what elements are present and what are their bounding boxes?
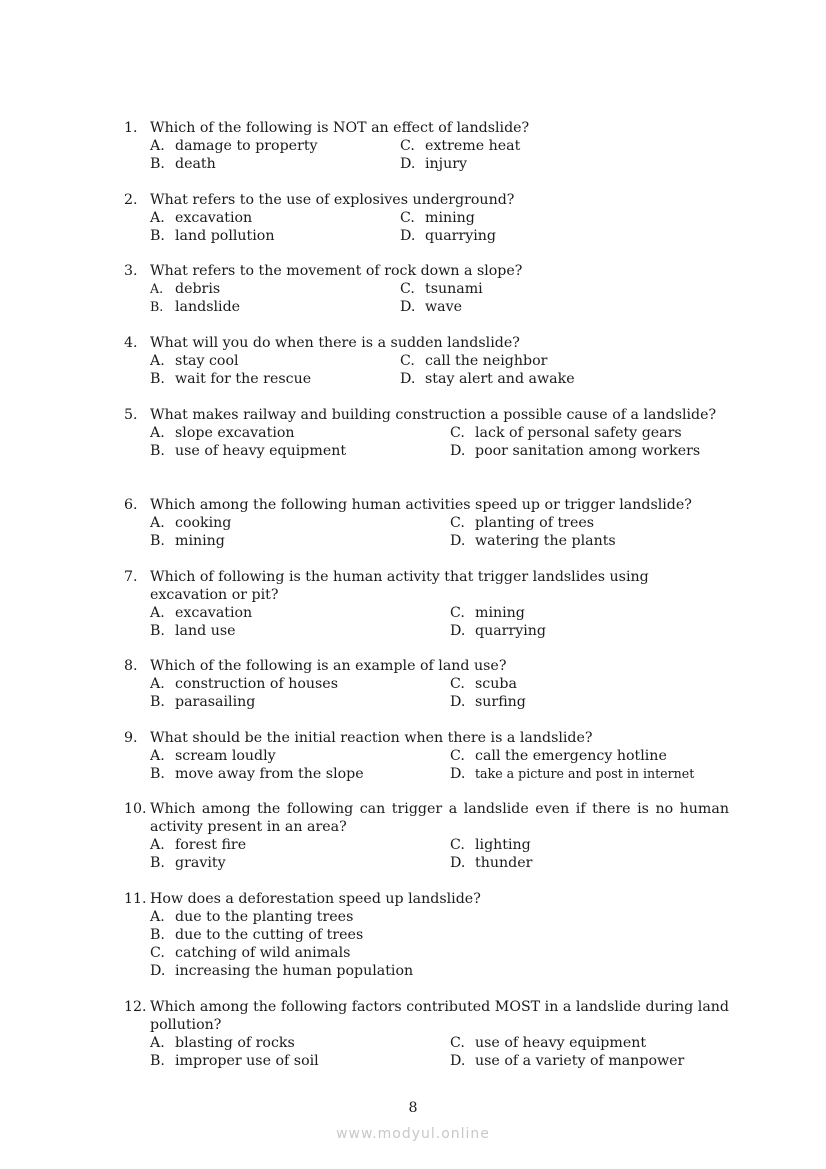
option-c: C. mining: [400, 210, 475, 226]
option-c: C. call the emergency hotline: [450, 748, 667, 764]
question-stem: What makes railway and building construction a possible cause of a landslide?: [150, 407, 717, 423]
option-c: C. mining: [450, 605, 525, 621]
question-stem: What should be the initial reaction when there is a landslide?: [150, 730, 593, 746]
option-b: B. land use: [150, 623, 236, 639]
question-5: [124, 406, 729, 460]
option-a: A. blasting of rocks: [150, 1035, 295, 1051]
question-number: 12.: [124, 999, 147, 1015]
option-c: C. planting of trees: [450, 515, 595, 531]
option-c: C. tsunami: [400, 281, 483, 297]
option-b: B. parasailing: [150, 694, 256, 710]
question-stem: What refers to the use of explosives underground?: [150, 192, 515, 208]
option-d: D. use of a variety of manpower: [450, 1053, 685, 1069]
option-b: B. due to the cutting of trees: [150, 927, 364, 943]
question-7: [124, 568, 729, 640]
question-number: 9.: [124, 730, 138, 746]
question-9: [124, 729, 729, 783]
option-d: D. increasing the human population: [150, 963, 414, 979]
option-c: C. call the neighbor: [400, 353, 548, 369]
option-d: D. quarrying: [450, 623, 547, 639]
option-b: B. improper use of soil: [150, 1053, 319, 1069]
question-number: 4.: [124, 335, 138, 351]
option-d: D. thunder: [450, 855, 533, 871]
question-11: [124, 890, 729, 980]
option-b: B. wait for the rescue: [150, 371, 312, 387]
question-12: [124, 998, 729, 1070]
option-a: A. construction of houses: [150, 676, 338, 692]
option-a: A. forest fire: [150, 837, 247, 853]
option-c: C. scuba: [450, 676, 517, 692]
question-number: 6.: [124, 497, 138, 513]
option-a: A. slope excavation: [150, 425, 295, 441]
option-c: C. catching of wild animals: [150, 945, 351, 961]
option-d: D. stay alert and awake: [400, 371, 575, 387]
question-stem: Which of the following is an example of land use?: [150, 658, 507, 674]
page-number: 8: [408, 1100, 418, 1116]
question-2: [124, 191, 729, 245]
option-c: C. lack of personal safety gears: [450, 425, 682, 441]
option-d: D. poor sanitation among workers: [450, 443, 701, 459]
option-b: B. mining: [150, 533, 225, 549]
option-d: D. take a picture and post in internet: [450, 766, 695, 782]
option-d: D. watering the plants: [450, 533, 616, 549]
option-a: A. due to the planting trees: [150, 909, 354, 925]
question-3: [124, 262, 729, 316]
option-a: A. damage to property: [150, 138, 318, 154]
question-number: 10.: [124, 801, 147, 817]
option-b: B. use of heavy equipment: [150, 443, 347, 459]
question-number: 11.: [124, 891, 147, 907]
option-a: A. stay cool: [150, 353, 239, 369]
option-b: B. death: [150, 156, 216, 172]
option-a: A. debris: [150, 281, 221, 297]
option-c: C. use of heavy equipment: [450, 1035, 647, 1051]
option-a: A. cooking: [150, 515, 232, 531]
watermark: www.modyul.online: [336, 1126, 490, 1142]
option-c: C. extreme heat: [400, 138, 521, 154]
question-number: 3.: [124, 263, 138, 279]
question-number: 5.: [124, 407, 138, 423]
question-8: [124, 657, 729, 711]
question-stem: What refers to the movement of rock down a slope?: [150, 263, 523, 279]
question-number: 2.: [124, 192, 138, 208]
question-6: [124, 496, 729, 550]
question-4: [124, 334, 729, 388]
question-number: 1.: [124, 120, 138, 136]
question-stem: How does a deforestation speed up landslide?: [150, 891, 481, 907]
question-stem: Which among the following can trigger a landslide even if there is no human activity present in an area?: [150, 801, 729, 835]
question-number: 8.: [124, 658, 138, 674]
question-stem: Which of following is the human activity that trigger landslides using excavation or pit?: [150, 569, 649, 603]
option-b: B. land pollution: [150, 228, 275, 244]
question-stem: Which among the following human activities speed up or trigger landslide?: [150, 497, 692, 513]
option-d: D. surfing: [450, 694, 526, 710]
option-a: A. excavation: [150, 210, 253, 226]
question-stem: What will you do when there is a sudden landslide?: [150, 335, 520, 351]
option-b: B. landslide: [150, 299, 241, 315]
option-b: B. move away from the slope: [150, 766, 364, 782]
question-10: [124, 800, 729, 872]
question-stem: Which among the following factors contributed MOST in a landslide during land pollution?: [150, 999, 729, 1033]
option-d: D. quarrying: [400, 228, 497, 244]
option-a: A. excavation: [150, 605, 253, 621]
option-c: C. lighting: [450, 837, 531, 853]
option-b: B. gravity: [150, 855, 226, 871]
question-stem: Which of the following is NOT an effect of landslide?: [150, 120, 530, 136]
option-a: A. scream loudly: [150, 748, 276, 764]
question-1: [124, 119, 729, 173]
option-d: D. injury: [400, 156, 468, 172]
option-d: D. wave: [400, 299, 463, 315]
question-number: 7.: [124, 569, 138, 585]
